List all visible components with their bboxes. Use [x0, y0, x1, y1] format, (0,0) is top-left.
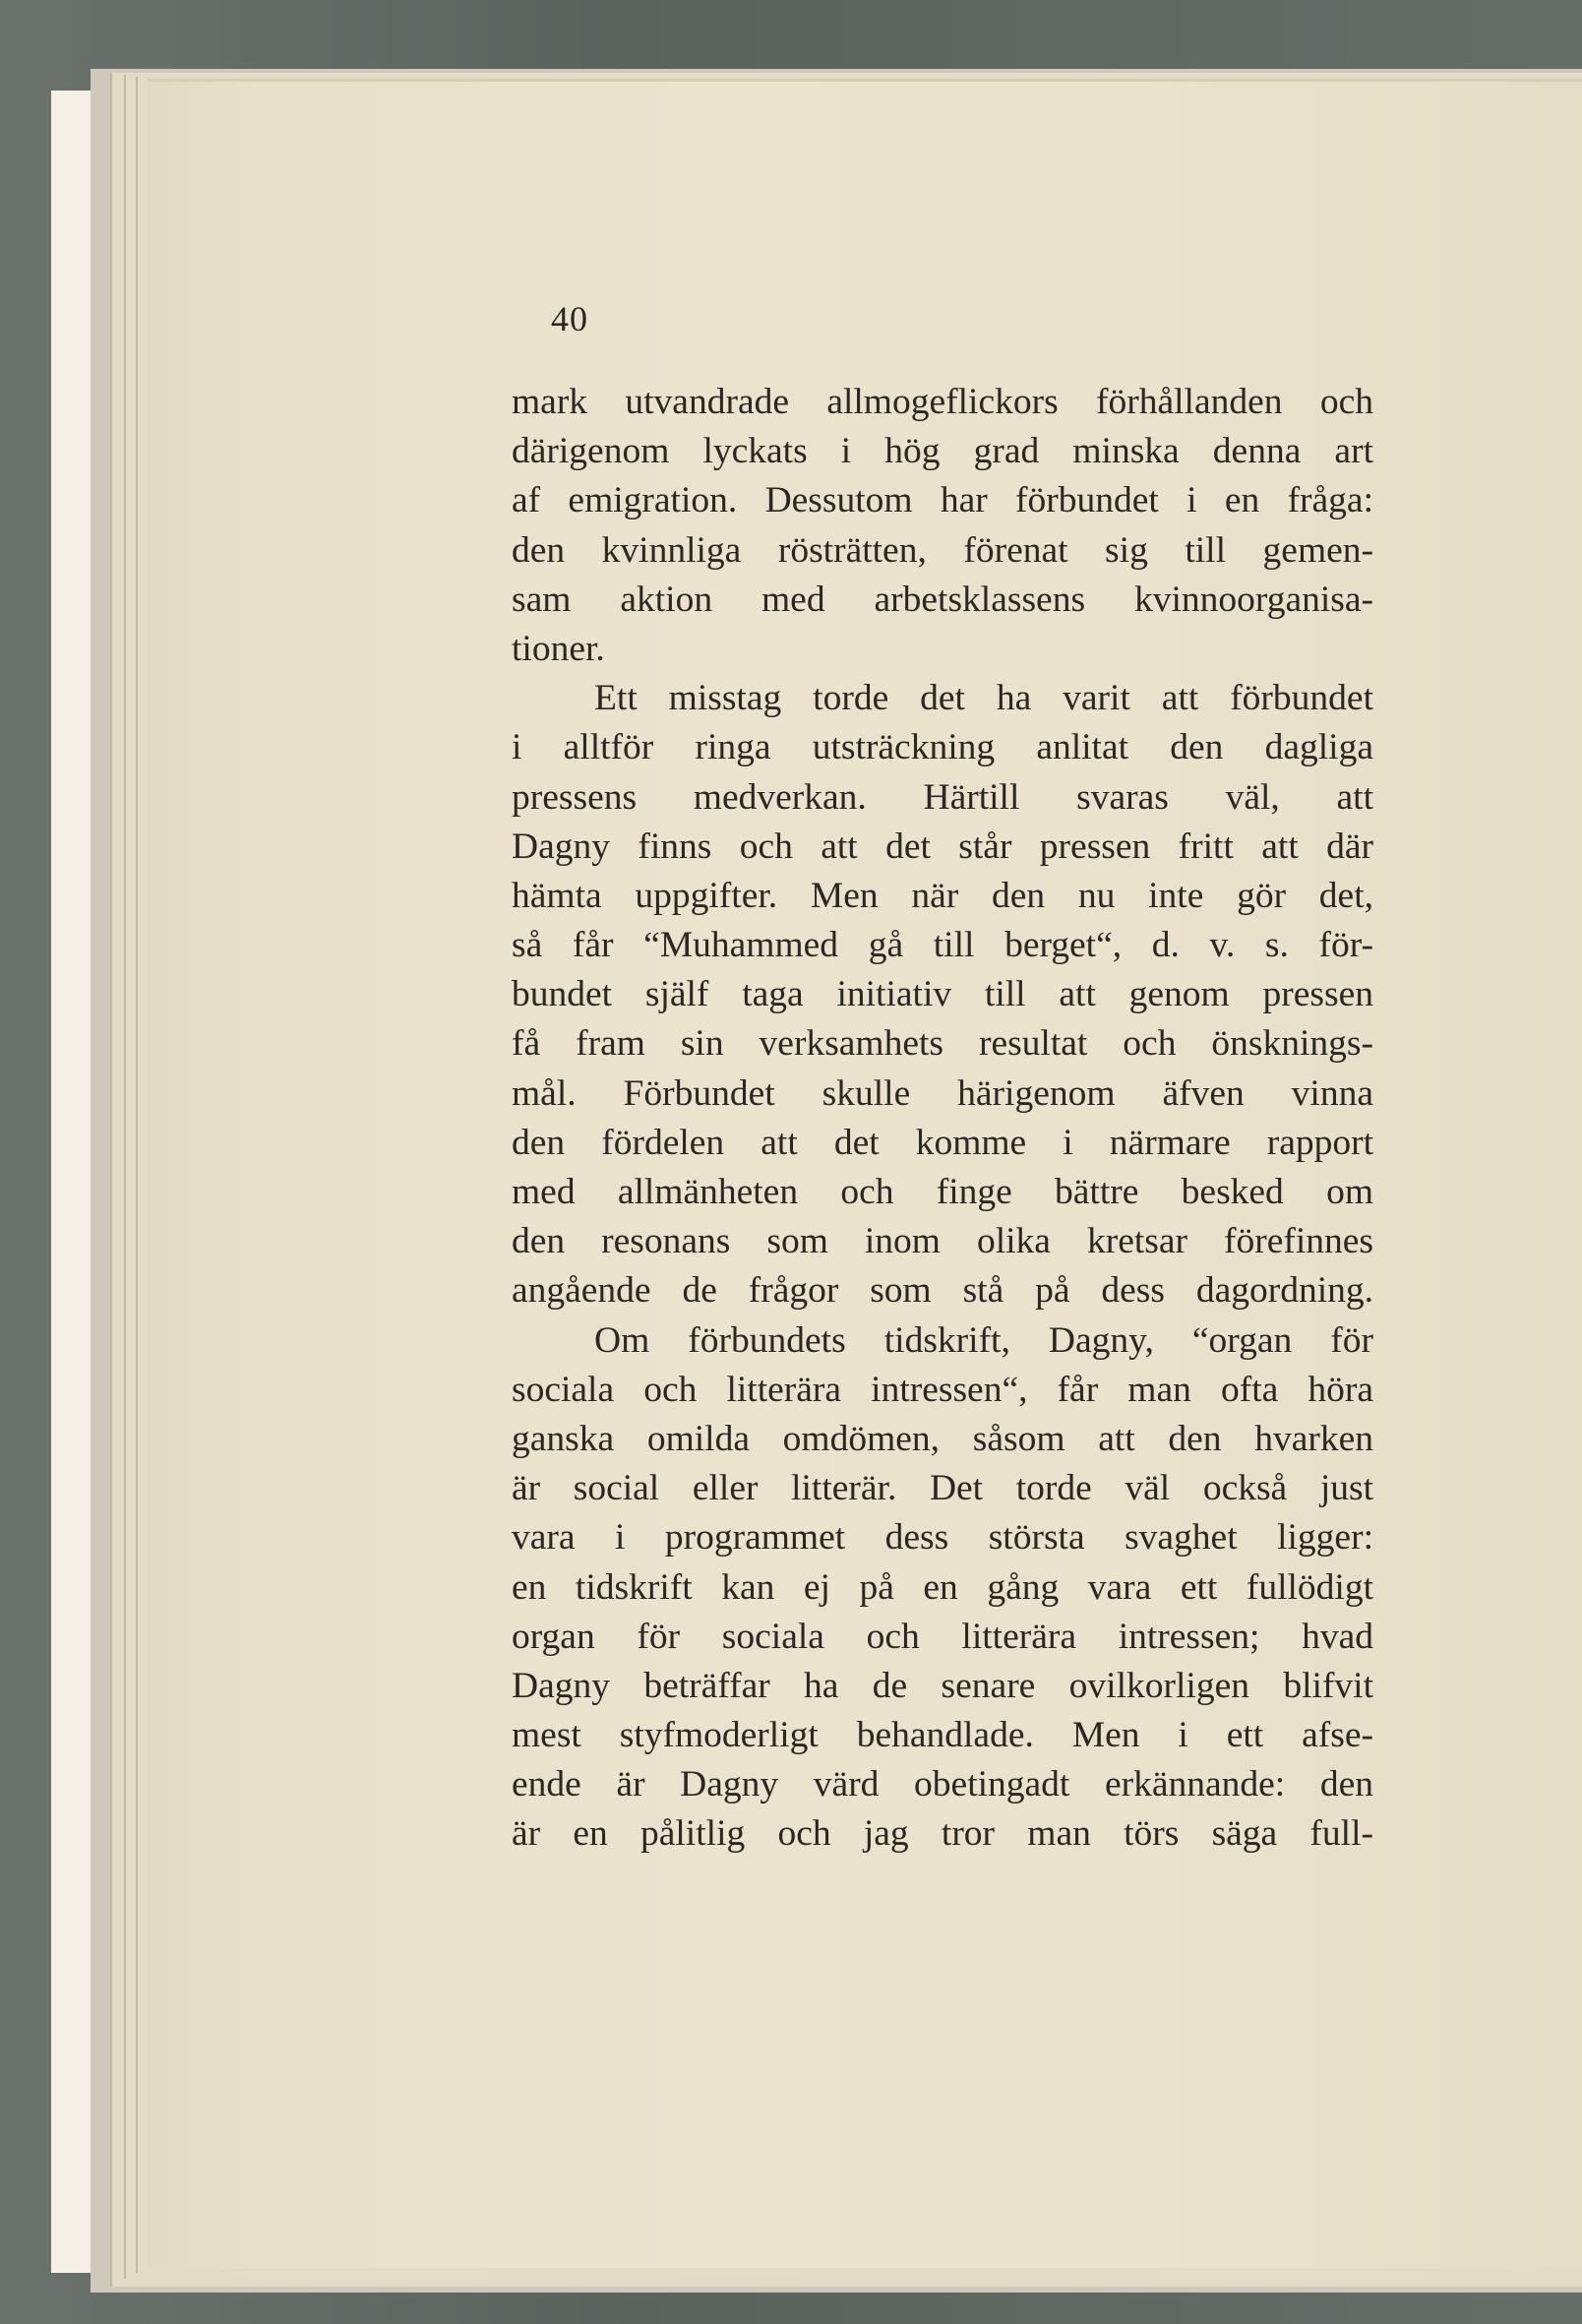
text-line: så får “Muhammed gå till berget“, d. v. s. för- [512, 925, 1373, 966]
text-line: den fördelen att det komme i närmare rapport [512, 1122, 1373, 1163]
text-line: den kvinnliga rösträtten, förenat sig till gemen- [512, 529, 1373, 571]
text-line: angående de frågor som stå på dess dagordning. [512, 1270, 1373, 1312]
text-line: är en pålitlig och jag tror man törs säga full- [512, 1813, 1373, 1855]
text-line: med allmänheten och finge bättre besked om [512, 1172, 1373, 1212]
text-line: därigenom lyckats i hög grad minska denna art [512, 431, 1373, 472]
text-line: Dagny beträffar ha de senare ovilkorligen blifvit [512, 1665, 1373, 1706]
text-line: bundet själf taga initiativ till att genom pressen [512, 974, 1373, 1015]
text-line: Ett misstag torde det ha varit att förbundet [594, 678, 1373, 719]
text-line: hämta uppgifter. Men när den nu inte gör det, [512, 875, 1373, 916]
text-line: ende är Dagny värd obetingadt erkännande: den [512, 1764, 1373, 1805]
text-line: Om förbundets tidskrift, Dagny, “organ för [594, 1319, 1373, 1361]
page-number: 40 [551, 299, 588, 338]
text-line: få fram sin verksamhets resultat och önsknings- [512, 1023, 1373, 1065]
text-line: af emigration. Dessutom har förbundet i en fråga: [512, 480, 1373, 521]
text-line: tioner. [512, 628, 605, 669]
text-line: Dagny finns och att det står pressen fritt att där [512, 826, 1373, 867]
text-line: den resonans som inom olika kretsar förefinnes [512, 1221, 1373, 1262]
text-line: mål. Förbundet skulle härigenom äfven vinna [512, 1072, 1373, 1114]
body-text [512, 378, 1373, 1860]
text-line: i alltför ringa utsträckning anlitat den dagliga [512, 727, 1373, 768]
text-line: är social eller litterär. Det torde väl också just [512, 1468, 1373, 1509]
text-line: mest styfmoderligt behandlade. Men i ett afse- [512, 1715, 1373, 1756]
text-line: organ för sociala och litterära intressen; hvad [512, 1616, 1373, 1657]
text-line: en tidskrift kan ej på en gång vara ett fullödigt [512, 1566, 1373, 1608]
text-line: sociala och litterära intressen“, får man ofta höra [512, 1369, 1373, 1410]
text-line: mark utvandrade allmogeflickors förhållanden och [512, 382, 1373, 422]
text-line: sam aktion med arbetsklassens kvinnoorganisa- [512, 579, 1373, 620]
text-line: ganska omilda omdömen, såsom att den hvarken [512, 1418, 1373, 1459]
text-line: pressens medverkan. Härtill svaras väl, att [512, 776, 1373, 818]
text-line: vara i programmet dess största svaghet ligger: [512, 1517, 1373, 1559]
